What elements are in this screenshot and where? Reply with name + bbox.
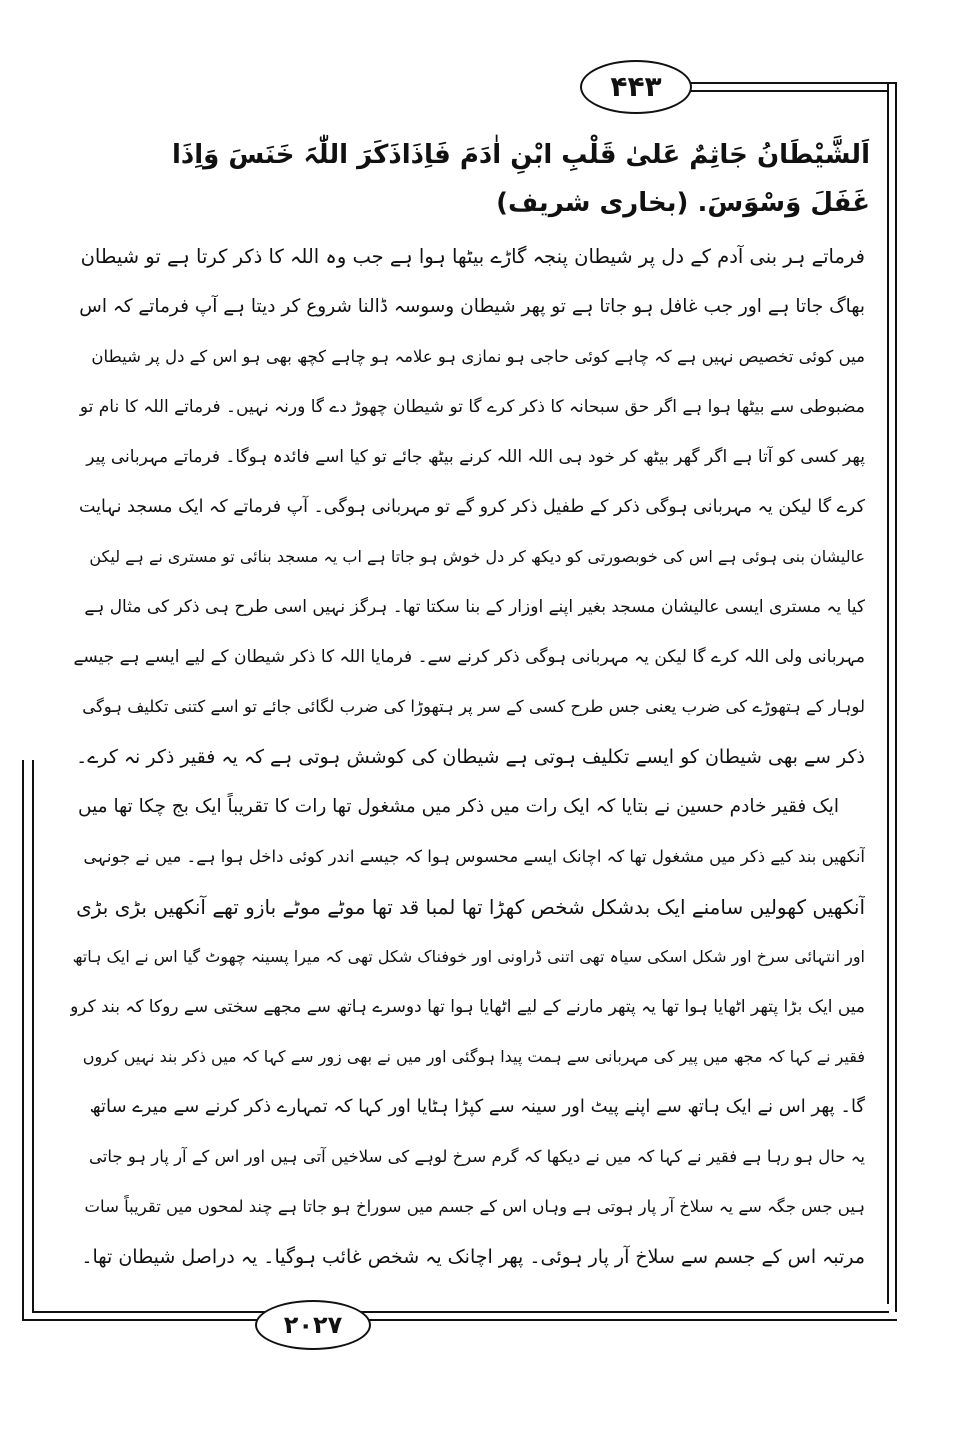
frame-top-outer-rule: [680, 82, 897, 84]
text-line: اور انتہائی سرخ اور شکل اسکی سیاہ تھی اتنی ڈراونی اور خوفناک شکل تھی کہ میرا پسینہ چھوٹ گیا اس نے ایک ہاتھ: [72, 947, 865, 966]
text-line: کیا یہ مستری ایسی عالیشان مسجد بغیر اپنے اوزار کے بنا سکتا تھا۔ ہرگز نہیں اسی طرح ہی ذکر کی مثال ہے: [84, 597, 865, 617]
page-number-top: ۴۴۳: [580, 60, 692, 114]
text-line: کرے گا لیکن یہ مہربانی ہوگی ذکر کے طفیل ذکر کرو گے تو مہربانی ہوگی۔ آپ فرماتے کہ ایک مسجد نہایت: [79, 497, 865, 517]
frame-bottom-outer-rule: [22, 1319, 897, 1321]
text-line: پھر کسی کو آتا ہے اگر گھر بیٹھ کر خود ہی اللہ اللہ کرنے بیٹھ جائے تو کیا اسے فائدہ ہوگا۔ فرماتے مہربانی پیر: [86, 447, 865, 467]
body-paragraphs: [70, 232, 865, 1282]
text-line: گا۔ پھر اس نے ایک ہاتھ سے اپنے پیٹ اور سینہ سے کپڑا ہٹایا اور کہا کہ تمہارے ذکر کرنے سے میرے ساتھ: [89, 1096, 865, 1117]
text-line: لوہار کے ہتھوڑے کی ضرب یعنی جس طرح کسی کے سر پر ہتھوڑا کی ضرب لگائی جائے تو اسے کتنی تکلیف ہوگی: [82, 697, 865, 716]
text-line: عالیشان بنی ہوئی ہے اس کی خوبصورتی کو دیکھ کر دل خوش ہو جاتا ہے اب یہ مسجد بنائی تو مستری نے ہے لیکن: [89, 547, 865, 566]
text-line: مہربانی ولی اللہ کرے گا لیکن یہ مہربانی ہوگی ذکر کرنے سے۔ فرمایا اللہ کا ذکر شیطان کے لیے ایسے ہے جیسے: [73, 647, 865, 667]
text-line: فقیر نے کہا کہ مجھ میں پیر کی مہربانی سے ہمت پیدا ہوگئی اور میں نے بھی زور سے کہا کہ میں ذکر بند نہیں کروں: [82, 1047, 865, 1066]
page-number-bottom: ۲۰۲۷: [255, 1300, 371, 1350]
text-line: ایک فقیر خادم حسین نے بتایا کہ ایک رات میں ذکر میں مشغول تھا رات کا تقریباً ایک بج چکا تھا میں: [77, 796, 839, 817]
text-line: میں کوئی تخصیص نہیں ہے کہ چاہے کوئی حاجی ہو نمازی ہو علامہ ہو چاہے کچھ بھی ہو اس کے دل پر شیطان: [91, 347, 865, 366]
arabic-quote-line-1: اَلشَّیْطَانُ جَاثِمٌ عَلیٰ قَلْبِ ابْنِ اٰدَمَ فَاِذَاذَکَرَ اللّٰہَ خَنَسَ وَاِذَا: [171, 140, 870, 170]
text-line: میں ایک بڑا پتھر اٹھایا ہوا تھا یہ پتھر مارنے کے لیے اٹھایا ہوا تھا دوسرے ہاتھ سے مجھے سختی سے روکا کہ بند کرو: [70, 997, 865, 1017]
text-line: آنکھیں کھولیں سامنے ایک بدشکل شخص کھڑا تھا لمبا قد تھا موٹے موٹے بازو تھے آنکھیں بڑی بڑی: [76, 895, 865, 919]
frame-left-outer-rule: [22, 760, 24, 1320]
text-line: ذکر سے بھی شیطان کو ایسے تکلیف ہوتی ہے شیطان کی کوشش ہوتی ہے کہ یہ فقیر ذکر نہ کرے۔: [76, 746, 865, 768]
frame-bottom-inner-rule: [32, 1311, 889, 1313]
frame-left-inner-rule: [32, 760, 34, 1312]
text-line: مضبوطی سے بیٹھا ہوا ہے اگر حق سبحانہ کا ذکر کرے گا تو شیطان چھوڑ دے گا ورنہ نہیں۔ فرماتے اللہ کا نام تو: [79, 397, 865, 417]
text-line: فرماتے ہر بنی آدم کے دل پر شیطان پنجہ گاڑے بیٹھا ہوا ہے جب وہ اللہ کا ذکر کرتا ہے تو شیطان: [80, 245, 865, 268]
frame-right-outer-rule: [895, 82, 897, 1312]
text-line: مرتبہ اس کے جسم سے سلاخ آر پار ہوئی۔ پھر اچانک یہ شخص غائب ہوگیا۔ یہ دراصل شیطان تھا۔: [81, 1246, 865, 1268]
text-line: ہیں جس جگہ سے یہ سلاخ آر پار ہوتی ہے وہاں اس کے جسم میں سوراخ ہو جاتا ہے چند لمحوں میں تقریباً سات: [84, 1197, 865, 1216]
text-line: آنکھیں بند کیے ذکر میں مشغول تھا کہ اچانک ایسے محسوس ہوا کہ جیسے اندر کوئی داخل ہوا ہے۔ میں نے جونہی: [83, 847, 865, 866]
arabic-quote-line-2: غَفَلَ وَسْوَسَ. (بخاری شریف): [496, 188, 870, 218]
text-line: بھاگ جاتا ہے اور جب غافل ہو جاتا ہے تو پھر شیطان وسوسہ ڈالنا شروع کر دیتا ہے آپ فرماتے کہ اس: [79, 296, 865, 317]
text-line: یہ حال ہو رہا ہے فقیر نے کہا کہ میں نے دیکھا کہ گرم سرخ لوہے کی سلاخیں آتی ہیں اور اس کے آر پار ہو جاتی: [89, 1147, 865, 1166]
frame-top-inner-rule: [680, 90, 889, 92]
frame-right-inner-rule: [887, 82, 889, 1304]
